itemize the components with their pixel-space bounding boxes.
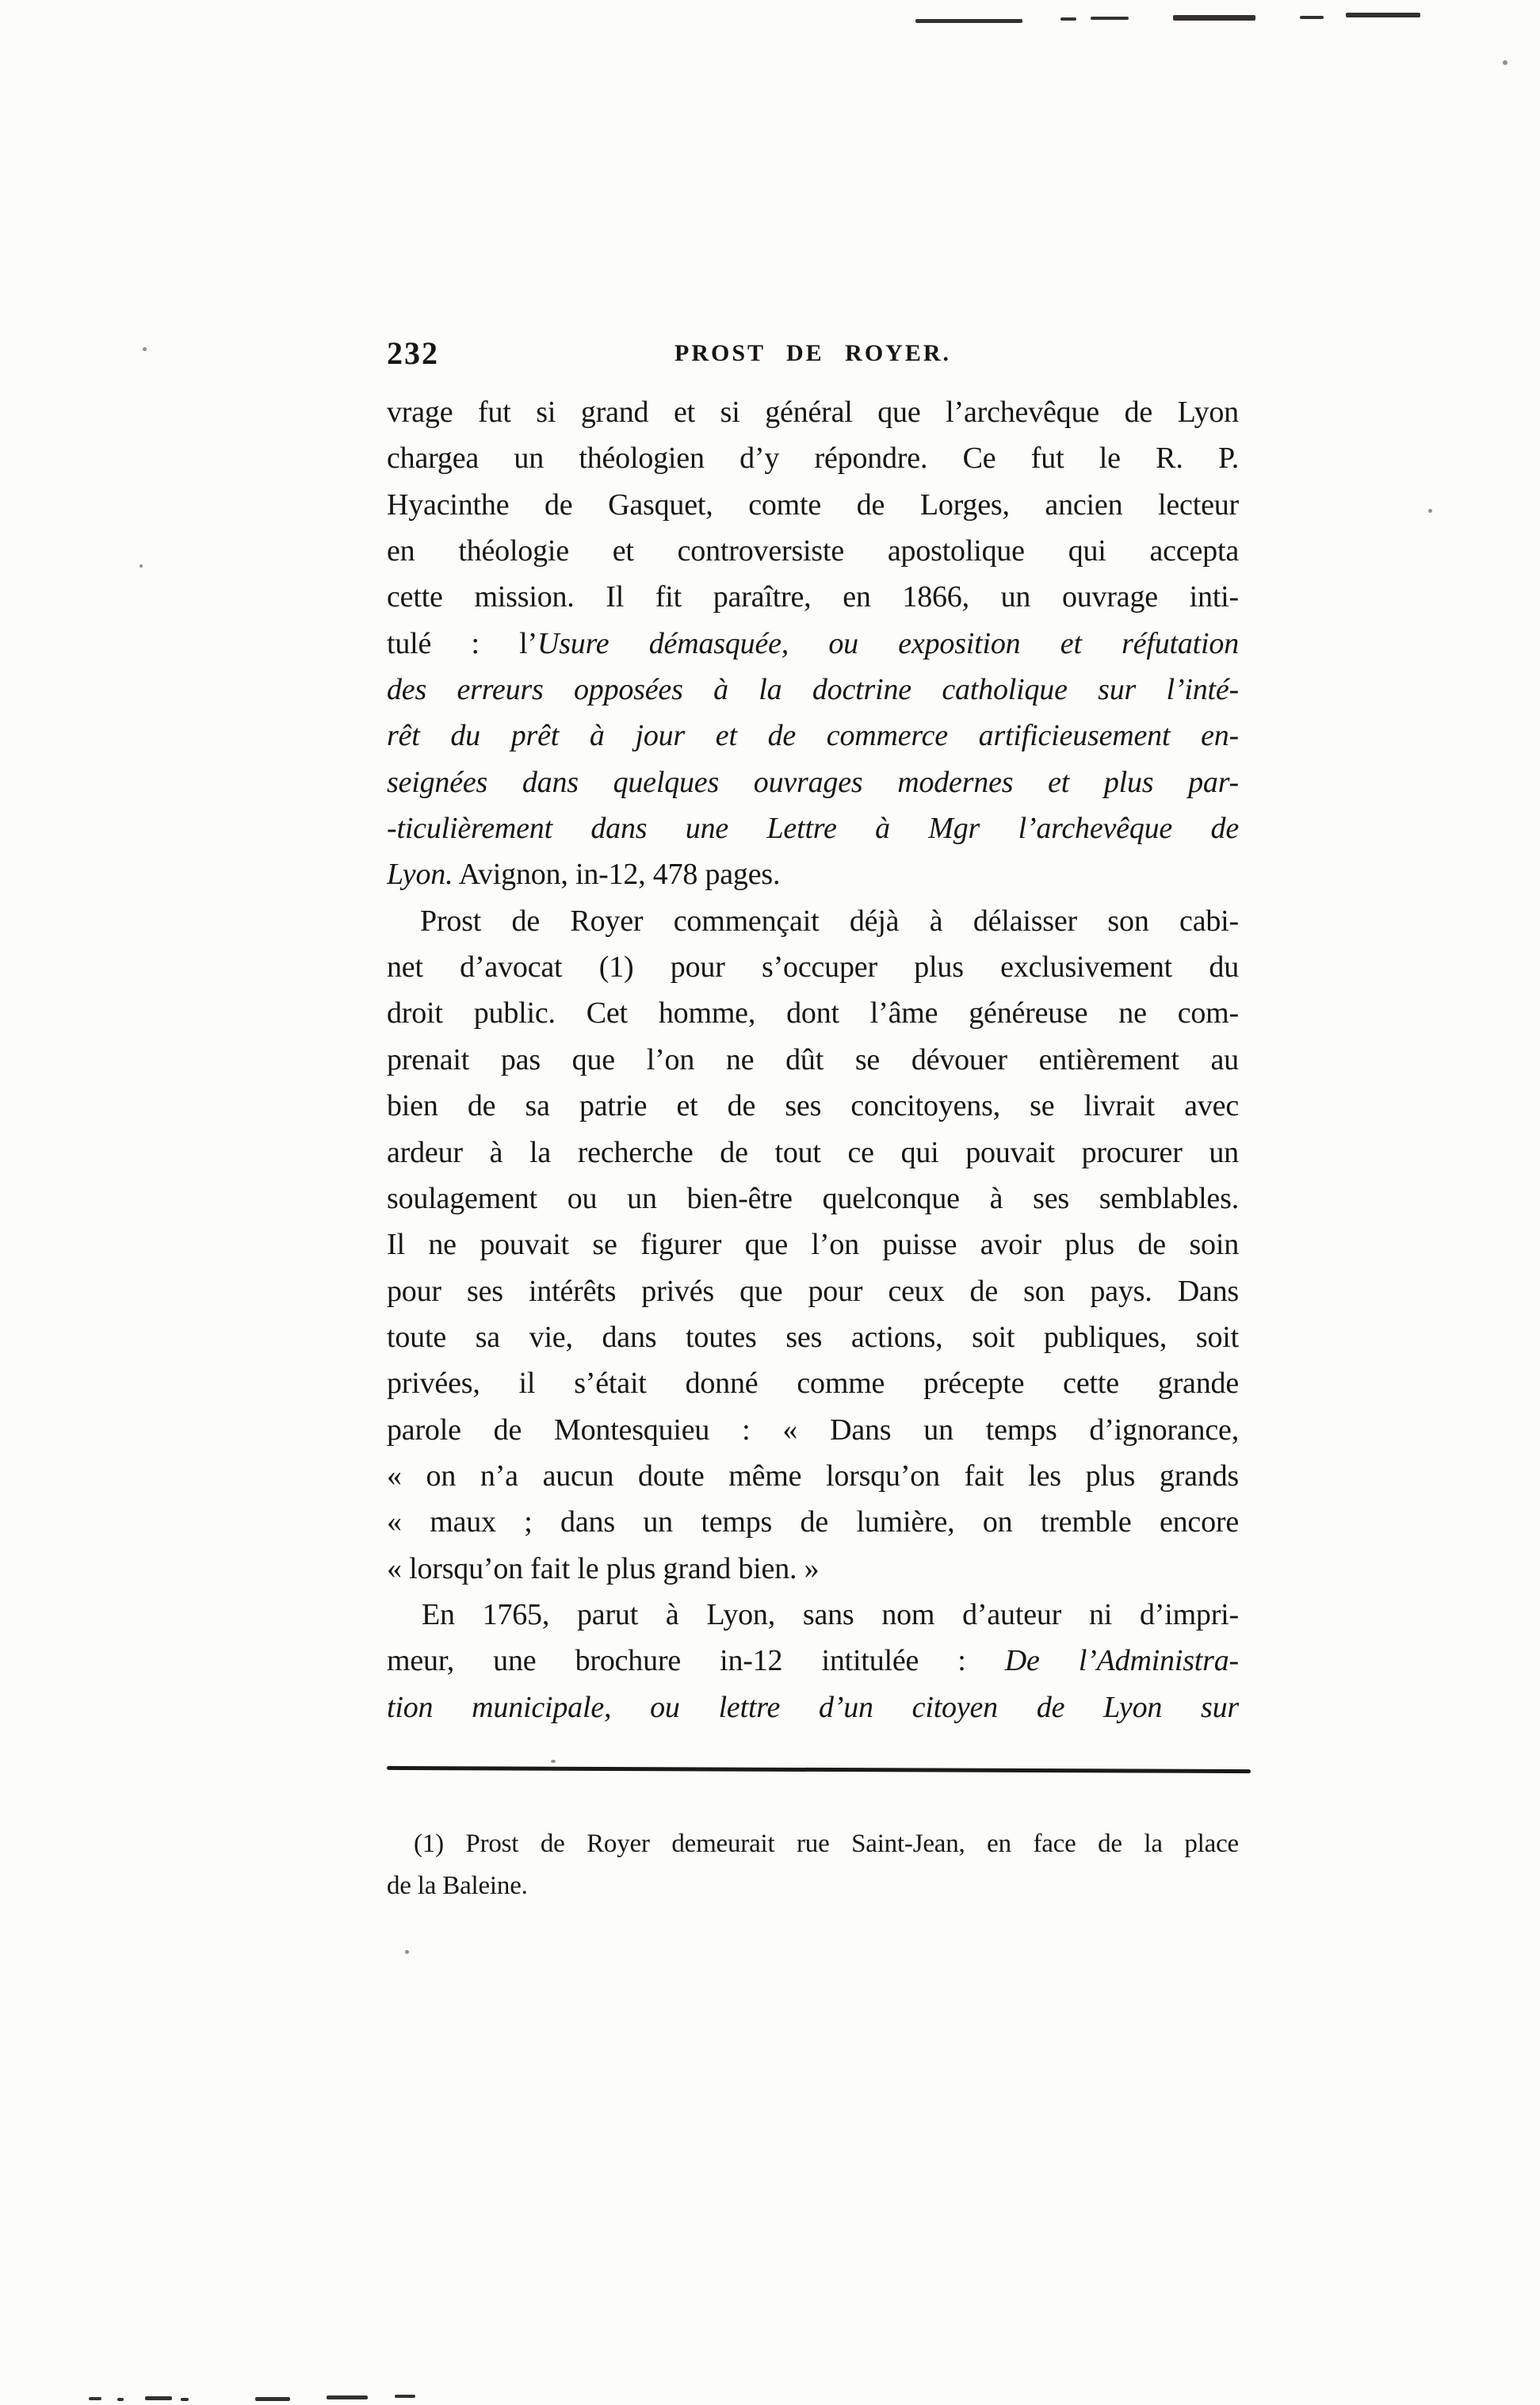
bottom-edge-mark-4 (181, 2398, 189, 2401)
body-line-2 (387, 435, 1239, 481)
top-edge-mark-6 (1346, 13, 1420, 17)
body-line-21 (387, 1314, 1239, 1360)
paper-speck-2 (143, 347, 147, 351)
body-line-17 (387, 1130, 1239, 1176)
body-line-26 (387, 1546, 1239, 1592)
body-line-28 (387, 1638, 1239, 1684)
body-line-23 (387, 1407, 1239, 1453)
text-segment-roman: ardeur à la recherche de tout ce qui pouvait procurer un (387, 1135, 1239, 1169)
paper-speck-6 (405, 1950, 409, 1954)
body-line-1 (387, 389, 1239, 435)
text-segment-roman: « maux ; dans un temps de lumière, on tremble encore (387, 1505, 1239, 1539)
page-number: 232 (387, 335, 439, 371)
top-edge-mark-2 (1060, 17, 1076, 21)
text-segment-italic: De l’Administra- (1004, 1644, 1239, 1678)
text-segment-roman: pour ses intérêts privés que pour ceux de son pays. Dans (387, 1274, 1239, 1308)
body-line-12 (387, 898, 1239, 944)
paper-speck-5 (551, 1760, 556, 1763)
running-title: PROST DE ROYER. (674, 340, 951, 366)
bottom-edge-mark-7 (395, 2395, 415, 2398)
text-segment-roman: Avignon, in-12, 478 pages. (453, 858, 781, 892)
top-edge-mark-5 (1300, 16, 1324, 19)
text-segment-roman: « lorsqu’on fait le plus grand bien. » (387, 1551, 820, 1585)
text-segment-roman: Il ne pouvait se figurer que l’on puisse avoir plus de soin (387, 1228, 1239, 1262)
body-line-3 (387, 482, 1239, 528)
body-line-27 (387, 1592, 1239, 1638)
text-segment-italic: Lyon. (387, 858, 453, 892)
top-edge-mark-1 (915, 19, 1022, 23)
text-segment-roman: Hyacinthe de Gasquet, comte de Lorges, ancien lecteur (387, 488, 1239, 522)
body-line-11 (387, 851, 1239, 897)
text-segment-italic: Usure démasquée, ou exposition et réfutation (537, 626, 1239, 660)
text-segment-roman: tulé : l’ (387, 626, 537, 660)
text-segment-roman: Prost de Royer commençait déjà à délaisser son cabi- (420, 904, 1239, 938)
text-segment-roman: net d’avocat (1) pour s’occuper plus exclusivement du (387, 950, 1239, 985)
body-line-14 (387, 990, 1239, 1036)
body-line-15 (387, 1037, 1239, 1083)
bottom-edge-mark-6 (327, 2395, 368, 2399)
body-line-8 (387, 713, 1239, 759)
text-segment-roman: privées, il s’était donné comme précepte cette grande (387, 1367, 1239, 1401)
text-segment-roman: bien de sa patrie et de ses concitoyens, se livrait avec (387, 1089, 1239, 1123)
body-line-18 (387, 1176, 1239, 1222)
text-segment-roman: « on n’a aucun doute même lorsqu’on fait les plus grands (387, 1459, 1239, 1493)
text-segment-roman: parole de Montesquieu : « Dans un temps d’ignorance, (387, 1413, 1239, 1447)
body-line-24 (387, 1453, 1239, 1499)
body-line-16 (387, 1083, 1239, 1129)
footnote-rule (387, 1766, 1251, 1773)
paper-speck-4 (1428, 509, 1432, 513)
text-segment-roman: chargea un théologien d’y répondre. Ce fut le R. P. (387, 442, 1239, 476)
footnote (387, 1823, 1239, 1907)
text-segment-italic: rêt du prêt à jour et de commerce artificieusement en- (387, 719, 1239, 753)
body-text (387, 389, 1239, 1730)
text-segment-roman: en théologie et controversiste apostolique qui accepta (387, 534, 1239, 568)
body-line-7 (387, 667, 1239, 713)
body-line-20 (387, 1268, 1239, 1314)
body-line-6 (387, 621, 1239, 667)
footnote-line-2 (387, 1865, 1239, 1907)
paper-speck-3 (139, 564, 143, 568)
top-edge-mark-4 (1173, 15, 1255, 21)
text-segment-roman: (1) Prost de Royer demeurait rue Saint-Jean, en face de la place (414, 1830, 1239, 1858)
text-segment-roman: En 1765, parut à Lyon, sans nom d’auteur ni d’impri- (422, 1597, 1239, 1631)
text-segment-roman: cette mission. Il fit paraître, en 1866, un ouvrage inti- (387, 580, 1239, 614)
body-line-9 (387, 759, 1239, 805)
bottom-edge-mark-2 (117, 2398, 124, 2401)
text-segment-roman: - (387, 812, 397, 846)
body-line-4 (387, 528, 1239, 574)
text-segment-italic: des erreurs opposées à la doctrine catholique sur l’inté- (387, 673, 1239, 707)
text-segment-roman: de la Baleine. (387, 1872, 528, 1900)
body-line-22 (387, 1360, 1239, 1406)
bottom-edge-mark-3 (145, 2396, 172, 2400)
text-segment-roman: soulagement ou un bien-être quelconque à ses semblables. (387, 1181, 1239, 1215)
text-segment-roman: droit public. Cet homme, dont l’âme généreuse ne com- (387, 996, 1239, 1030)
body-line-13 (387, 944, 1239, 990)
footnote-line-1 (387, 1823, 1239, 1865)
text-segment-roman: prenait pas que l’on ne dût se dévouer entièrement au (387, 1042, 1239, 1076)
text-segment-roman: meur, une brochure in-12 intitulée : (387, 1644, 1005, 1678)
body-line-19 (387, 1222, 1239, 1268)
text-segment-roman: vrage fut si grand et si général que l’archevêque de Lyon (387, 396, 1239, 429)
text-segment-italic: ticulièrement dans une Lettre à Mgr l’archevêque de (396, 812, 1239, 846)
body-line-5 (387, 574, 1239, 620)
text-segment-italic: tion municipale, ou lettre d’un citoyen de Lyon sur (387, 1690, 1239, 1724)
text-segment-italic: seignées dans quelques ouvrages modernes et plus par- (387, 765, 1239, 799)
paper-speck-1 (1503, 60, 1508, 65)
body-line-29 (387, 1684, 1239, 1730)
body-line-10 (387, 805, 1239, 851)
bottom-edge-mark-1 (89, 2397, 101, 2400)
body-line-25 (387, 1499, 1239, 1545)
bottom-edge-mark-5 (255, 2397, 290, 2401)
text-segment-roman: toute sa vie, dans toutes ses actions, soit publiques, soit (387, 1320, 1239, 1354)
top-edge-mark-3 (1091, 17, 1129, 20)
